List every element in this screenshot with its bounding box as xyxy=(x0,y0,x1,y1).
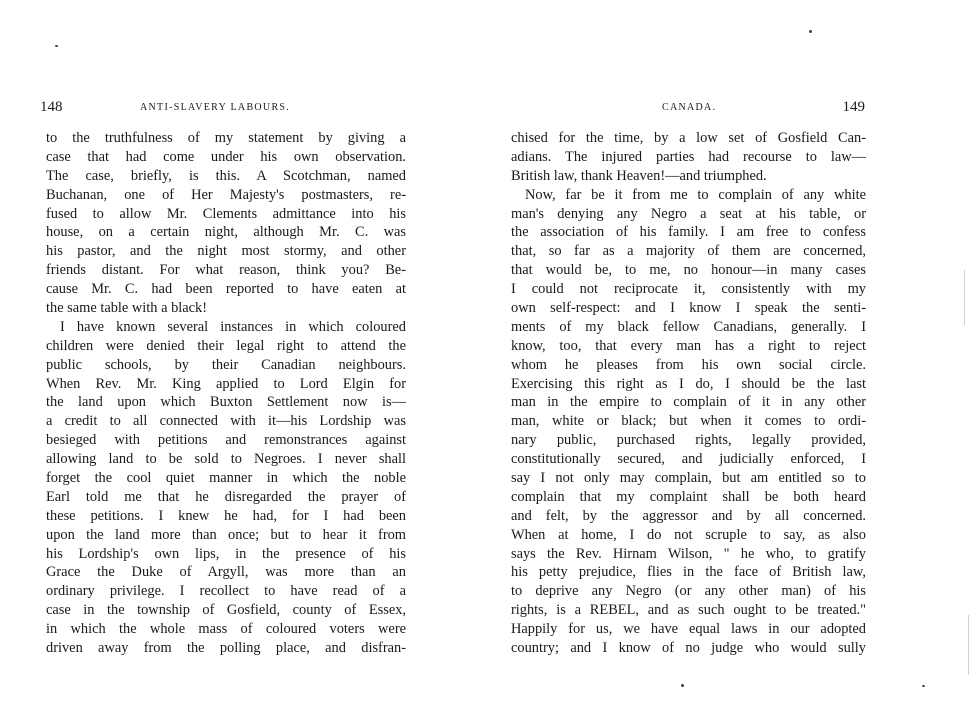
text-line: rights, is a REBEL, and as such ought to be treated." xyxy=(511,602,866,619)
text-line: his pastor, and the night most stormy, and other xyxy=(46,243,406,260)
text-line: upon the land more than once; but to hear it from xyxy=(46,526,406,543)
scan-speck xyxy=(922,685,925,687)
text-line: constitutionally secured, and judicially enforced, I xyxy=(511,451,866,468)
text-line: know, too, that every man has a right to reject xyxy=(511,337,866,354)
text-line: in which the whole mass of coloured voters were xyxy=(46,621,406,638)
text-line: these petitions. I knew he had, for I had been xyxy=(46,507,406,524)
text-line: fused to allow Mr. Clements admittance into his xyxy=(46,205,406,222)
text-line: says the Rev. Hirnam Wilson, " he who, to gratify xyxy=(511,545,866,562)
text-line: man, white or black; but when it comes to ordi- xyxy=(511,413,866,430)
text-line: his petty prejudice, flies in the face of British law, xyxy=(511,564,866,581)
text-line: the association of his family. I am free to confess xyxy=(511,224,866,241)
text-line: children were denied their legal right to attend the xyxy=(46,337,406,354)
text-line: to the truthfulness of my statement by giving a xyxy=(46,130,406,146)
margin-mark xyxy=(968,615,969,675)
text-line: man's denying any Negro a seat at his table, or xyxy=(511,205,866,222)
text-line: own self-respect: and I know I speak the senti- xyxy=(511,300,866,317)
text-line: ments of my black fellow Canadians, generally. I xyxy=(511,318,866,335)
text-line: cause Mr. C. had been reported to have eaten at xyxy=(46,281,406,298)
scan-speck xyxy=(55,45,58,47)
text-line: When at home, I do not scruple to say, as also xyxy=(511,526,866,543)
text-line: besieged with petitions and remonstrances against xyxy=(46,432,406,449)
right-page-text xyxy=(511,129,866,658)
margin-mark xyxy=(964,270,965,325)
text-line: ordinary privilege. I recollect to have read of a xyxy=(46,583,406,600)
text-line: case in the township of Gosfield, county of Essex, xyxy=(46,602,406,619)
page-number: 149 xyxy=(842,99,865,115)
text-line: friends distant. For what reason, think you? Be- xyxy=(46,262,406,279)
text-line: I could not reciprocate it, consistently with my xyxy=(511,281,866,298)
text-line: driven away from the polling place, and disfran- xyxy=(46,640,406,657)
right-page-header xyxy=(510,99,865,119)
text-line: complain that my complaint shall be both heard xyxy=(511,488,866,505)
left-page-header xyxy=(40,99,405,119)
text-line: public schools, by their Canadian neighbours. xyxy=(46,356,406,373)
text-line: that, so far as a majority of them are concerned, xyxy=(511,243,866,260)
text-line: Now, far be it from me to complain of any white xyxy=(525,186,866,203)
text-line: adians. The injured parties had recourse to law— xyxy=(511,148,866,165)
text-line: whom he pleases from his own social circle. xyxy=(511,356,866,373)
text-line: the same table with a black! xyxy=(46,300,208,317)
text-line: his Lordship's own lips, in the presence of his xyxy=(46,545,406,562)
text-line: I have known several instances in which coloured xyxy=(60,318,406,335)
text-line: chised for the time, by a low set of Gosfield Can- xyxy=(511,130,866,146)
scan-speck xyxy=(681,684,684,687)
text-line: Grace the Duke of Argyll, was more than an xyxy=(46,564,406,581)
left-page-text xyxy=(46,129,406,658)
text-line: nary public, purchased rights, legally provided, xyxy=(511,432,866,449)
text-line: allowing land to be sold to Negroes. I never shall xyxy=(46,451,406,468)
right-page xyxy=(490,0,980,728)
text-line: British law, thank Heaven!—and triumphed. xyxy=(511,167,767,184)
text-line: The case, briefly, is this. A Scotchman, named xyxy=(46,167,406,184)
running-head: CANADA. xyxy=(662,102,717,113)
text-line: and felt, by the aggressor and by all concerned. xyxy=(511,507,866,524)
text-line: forget the cool quiet manner in which the noble xyxy=(46,470,406,487)
text-line: Buchanan, one of Her Majesty's postmasters, re- xyxy=(46,186,406,203)
running-head: ANTI-SLAVERY LABOURS. xyxy=(140,102,291,113)
text-line: say I not only may complain, but am entitled so to xyxy=(511,470,866,487)
text-line: house, on a certain night, although Mr. C. was xyxy=(46,224,406,241)
text-line: country; and I know of no judge who would sully xyxy=(511,640,866,657)
scan-speck xyxy=(809,30,812,33)
text-line: to deprive any Negro (or any other man) of his xyxy=(511,583,866,600)
text-line: a credit to all connected with it—his Lordship was xyxy=(46,413,406,430)
text-line: Exercising this right as I do, I should be the last xyxy=(511,375,866,392)
text-line: the land upon which Buxton Settlement now is— xyxy=(46,394,406,411)
text-line: When Rev. Mr. King applied to Lord Elgin for xyxy=(46,375,406,392)
text-line: Earl told me that he disregarded the prayer of xyxy=(46,488,406,505)
text-line: case that had come under his own observation. xyxy=(46,148,406,165)
text-line: that would be, to me, no honour—in many cases xyxy=(511,262,866,279)
text-line: man in the empire to complain of it in any other xyxy=(511,394,866,411)
text-line: Happily for us, we have equal laws in our adopted xyxy=(511,621,866,638)
page-number: 148 xyxy=(40,99,63,115)
